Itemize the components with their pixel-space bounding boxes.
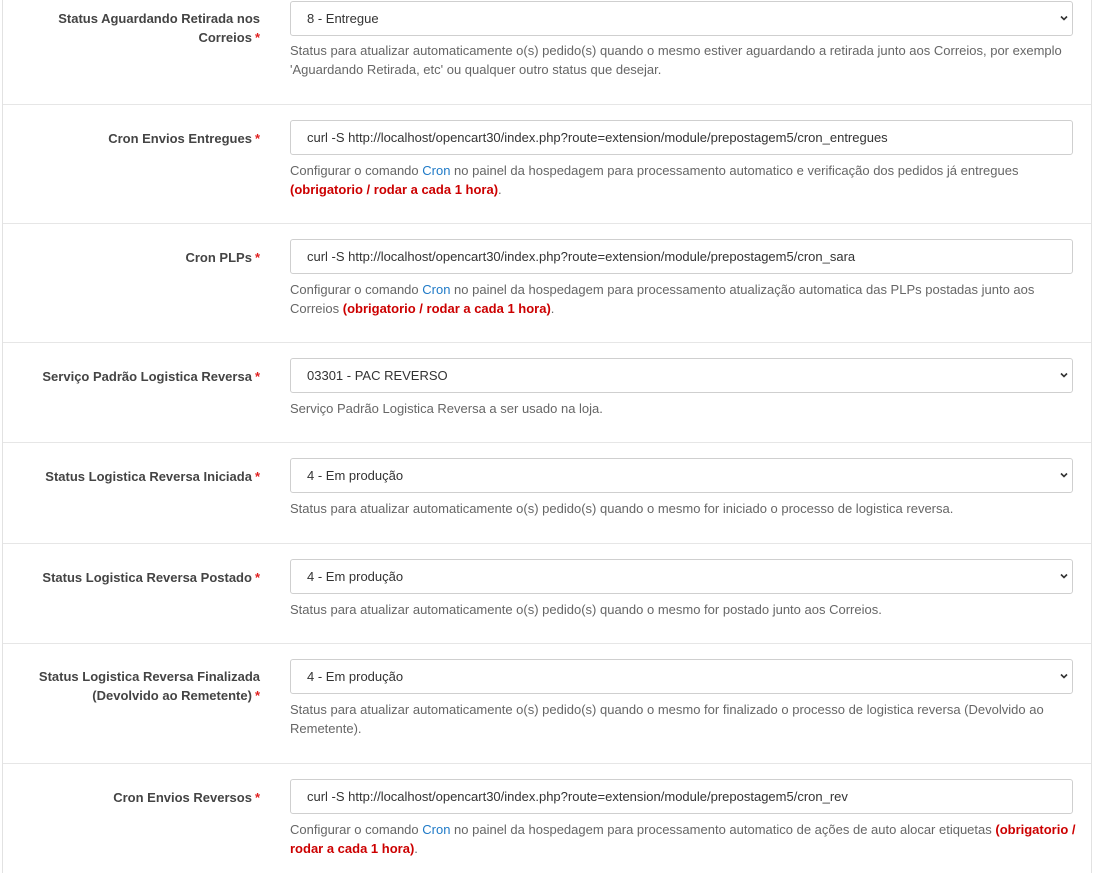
required-marker: * [254, 250, 260, 265]
field-help-text: Status para atualizar automaticamente o(s) pedido(s) quando o mesmo for postado junto aos Correios. [290, 602, 882, 617]
cron-envios-entregues-input[interactable]: curl -S http://localhost/opencart30/index.php?route=extension/module/prepostagem5/cron_entregues [290, 120, 1073, 155]
cron-link[interactable]: Cron [422, 822, 451, 837]
settings-form-panel [2, 0, 1092, 873]
form-row-cron-plps [3, 223, 1091, 343]
field-help-text: Configurar o comando Cron no painel da hospedagem para processamento automatico de ações de auto alocar etiquetas (obrigatorio / rodar a cada 1 hora). [290, 822, 1076, 856]
status-aguardando-retirada-select[interactable]: 8 - Entregue [290, 1, 1073, 36]
field-label: Status Logistica Reversa Iniciada * [45, 469, 260, 484]
field-label: Cron Envios Reversos * [113, 790, 260, 805]
chevron-down-icon [1060, 572, 1068, 580]
required-marker: * [254, 469, 260, 484]
form-row-status-logistica-reversa-iniciada [3, 442, 1091, 544]
required-marker: * [254, 30, 260, 45]
form-row-cron-envios-reversos [3, 763, 1091, 873]
mandatory-note: (obrigatorio / rodar a cada 1 hora) [342, 301, 551, 316]
chevron-down-icon [1060, 14, 1068, 22]
status-logistica-reversa-iniciada-select[interactable]: 4 - Em produção [290, 458, 1073, 493]
required-marker: * [254, 369, 260, 384]
field-help-text: Serviço Padrão Logistica Reversa a ser usado na loja. [290, 401, 603, 416]
cron-envios-reversos-input[interactable]: curl -S http://localhost/opencart30/index.php?route=extension/module/prepostagem5/cron_rev [290, 779, 1073, 814]
field-label: Status Logistica Reversa Postado * [42, 570, 260, 585]
status-logistica-reversa-postado-select[interactable]: 4 - Em produção [290, 559, 1073, 594]
status-logistica-reversa-finalizada-select[interactable]: 4 - Em produção [290, 659, 1073, 694]
required-marker: * [254, 570, 260, 585]
servico-padrao-logistica-reversa-select[interactable]: 03301 - PAC REVERSO [290, 358, 1073, 393]
cron-link[interactable]: Cron [422, 163, 451, 178]
field-help-text: Configurar o comando Cron no painel da hospedagem para processamento automatico e verificação dos pedidos já entregues (obrigatorio / rodar a cada 1 hora). [290, 163, 1019, 197]
field-help-text: Status para atualizar automaticamente o(s) pedido(s) quando o mesmo for finalizado o processo de logistica reversa (Devolvido ao Remetente). [290, 702, 1044, 736]
field-label: Cron PLPs * [185, 250, 260, 265]
chevron-down-icon [1060, 672, 1068, 680]
field-label: Status Logistica Reversa Finalizada (Devolvido ao Remetente) * [38, 669, 260, 703]
field-help-text: Status para atualizar automaticamente o(s) pedido(s) quando o mesmo estiver aguardando a retirada junto aos Correios, por exemplo 'Aguardando Retirada, etc' ou qualquer outro status que desejar. [290, 43, 1062, 77]
form-row-status-logistica-reversa-finalizada [3, 643, 1091, 764]
cron-plps-input[interactable]: curl -S http://localhost/opencart30/index.php?route=extension/module/prepostagem5/cron_sara [290, 239, 1073, 274]
required-marker: * [254, 790, 260, 805]
field-label: Status Aguardando Retirada nos Correios * [58, 11, 260, 45]
field-help-text: Configurar o comando Cron no painel da hospedagem para processamento atualização automatica das PLPs postadas junto aos Correios (obrigatorio / rodar a cada 1 hora). [290, 282, 1035, 316]
cron-link[interactable]: Cron [422, 282, 451, 297]
form-row-servico-padrao-logistica-reversa [3, 342, 1091, 443]
chevron-down-icon [1060, 471, 1068, 479]
form-row-cron-envios-entregues [3, 104, 1091, 224]
required-marker: * [254, 131, 260, 146]
form-row-status-logistica-reversa-postado [3, 543, 1091, 644]
mandatory-note: (obrigatorio / rodar a cada 1 hora) [290, 822, 1076, 856]
field-label: Serviço Padrão Logistica Reversa * [42, 369, 260, 384]
form-row-status-aguardando-retirada [3, 0, 1091, 105]
chevron-down-icon [1060, 371, 1068, 379]
required-marker: * [254, 688, 260, 703]
field-help-text: Status para atualizar automaticamente o(s) pedido(s) quando o mesmo for iniciado o processo de logistica reversa. [290, 501, 954, 516]
field-label: Cron Envios Entregues * [108, 131, 260, 146]
mandatory-note: (obrigatorio / rodar a cada 1 hora) [290, 182, 499, 197]
